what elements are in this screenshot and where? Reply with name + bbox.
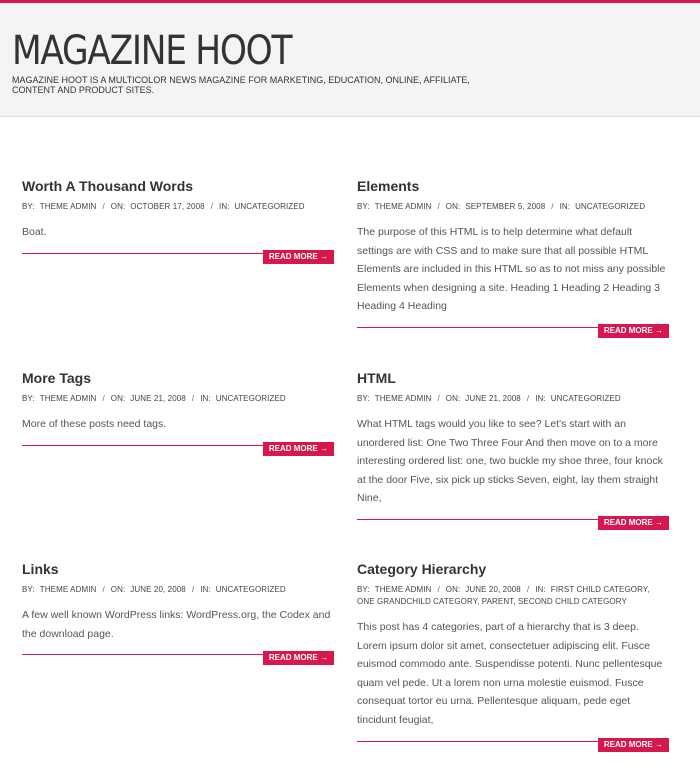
meta-separator: / [191,394,195,403]
post-category[interactable]: UNCATEGORIZED [215,394,286,403]
site-header [0,3,700,117]
read-more-row [357,516,669,530]
post-title[interactable]: Category Hierarchy [357,561,487,577]
meta-in-label: IN: [559,202,571,211]
post-card [357,560,669,752]
post-title[interactable]: Links [22,561,59,577]
meta-separator: / [102,585,105,594]
meta-by-label: BY: [357,202,370,211]
post-category[interactable]: UNCATEGORIZED [550,394,621,403]
meta-by-label: BY: [357,585,370,594]
site-tagline: MAGAZINE HOOT IS A MULTICOLOR NEWS MAGAZINE FOR MARKETING, EDUCATION, ONLINE, AFFILIATE, CONTENT AND PRODUCT SITES. [12,75,470,95]
meta-separator: / [210,202,214,211]
post-date: OCTOBER 17, 2008 [130,202,205,211]
post-category[interactable]: UNCATEGORIZED [575,202,646,211]
post-excerpt: More of these posts need tags. [22,418,167,430]
read-more-button[interactable]: READ MORE → [598,324,669,338]
meta-in-label: IN: [200,394,211,403]
post-excerpt: This post has 4 categories, part of a hierarchy that is 3 deep. Lorem ipsum dolor sit amet, consectetuer adipiscing elit. Fusce euismod commodo ante. Suspendisse potenti. Nunc pellentesque quam vel pede. Ut a lorem non urna molestie euismod. Fusce consequat tortor eu urna. Pellentesque aliquam, pede eget tincidunt feugiat, [357,621,663,726]
read-more-row [357,324,669,338]
post-card [22,369,334,456]
post-card [22,560,334,665]
post-date: JUNE 21, 2008 [130,394,186,403]
post-date: JUNE 20, 2008 [465,585,521,594]
meta-by-label: BY: [22,202,35,211]
read-more-button[interactable]: READ MORE → [598,516,669,530]
post-date: SEPTEMBER 5, 2008 [465,202,546,211]
read-more-button[interactable]: READ MORE → [598,738,669,752]
post-category[interactable]: UNCATEGORIZED [215,585,286,594]
meta-in-label: IN: [535,585,546,594]
post-author[interactable]: THEME ADMIN [374,202,432,211]
post-author[interactable]: THEME ADMIN [39,585,97,594]
read-more-row [22,651,334,665]
post-card [22,177,334,264]
post-excerpt: What HTML tags would you like to see? Let's start with an unordered list: One Two Three Four And then move on to a more interesting ordered list: one, two buckle my shoe three, four knock at the door Five, six pick up sticks Seven, eight, lay them straight Nine, [357,418,663,505]
meta-separator: / [437,202,440,211]
meta-separator: / [102,394,105,403]
read-more-button[interactable]: READ MORE → [263,442,334,456]
post-date: JUNE 20, 2008 [130,585,186,594]
post-meta [22,393,334,405]
meta-on-label: ON: [445,394,461,403]
post-date: JUNE 21, 2008 [465,394,521,403]
meta-on-label: ON: [110,202,126,211]
site-title[interactable]: MAGAZINE HOOT [12,28,292,74]
meta-separator: / [437,585,440,594]
post-title[interactable]: More Tags [22,370,91,386]
read-more-button[interactable]: READ MORE → [263,651,334,665]
post-meta [22,584,334,596]
read-more-row [22,250,334,264]
meta-on-label: ON: [110,585,126,594]
post-meta [357,584,669,608]
read-more-row [22,442,334,456]
post-meta [22,201,334,213]
post-excerpt: The purpose of this HTML is to help determine what default settings are with CSS and to make sure that all possible HTML Elements are included in this HTML so as to not miss any possible Elements when designing a site. Heading 1 Heading 2 Heading 3 Heading 4 Heading [357,226,666,313]
post-author[interactable]: THEME ADMIN [39,394,97,403]
post-meta [357,393,669,405]
meta-in-label: IN: [200,585,211,594]
post-author[interactable]: THEME ADMIN [374,394,432,403]
meta-in-label: IN: [219,202,230,211]
read-more-row [357,738,669,752]
read-more-button[interactable]: READ MORE → [263,250,334,264]
post-excerpt: A few well known WordPress links: WordPress.org, the Codex and the download page. [22,609,331,640]
meta-separator: / [551,202,554,211]
post-title[interactable]: Elements [357,178,420,194]
meta-on-label: ON: [445,202,461,211]
post-category[interactable]: UNCATEGORIZED [234,202,305,211]
meta-on-label: ON: [445,585,461,594]
meta-separator: / [102,202,105,211]
post-category[interactable]: FIRST CHILD CATEGORY, ONE GRANDCHILD CATEGORY, PARENT, SECOND CHILD CATEGORY [357,585,650,606]
meta-separator: / [526,585,530,594]
post-meta [357,201,669,213]
meta-by-label: BY: [357,394,370,403]
post-card [357,369,669,530]
meta-separator: / [191,585,195,594]
post-title[interactable]: HTML [357,370,396,386]
meta-by-label: BY: [22,585,35,594]
post-author[interactable]: THEME ADMIN [39,202,97,211]
post-card [357,177,669,338]
meta-by-label: BY: [22,394,35,403]
post-author[interactable]: THEME ADMIN [374,585,432,594]
meta-in-label: IN: [535,394,546,403]
meta-separator: / [437,394,440,403]
post-title[interactable]: Worth A Thousand Words [22,178,194,194]
post-excerpt: Boat. [22,226,47,238]
meta-on-label: ON: [110,394,126,403]
meta-separator: / [526,394,530,403]
